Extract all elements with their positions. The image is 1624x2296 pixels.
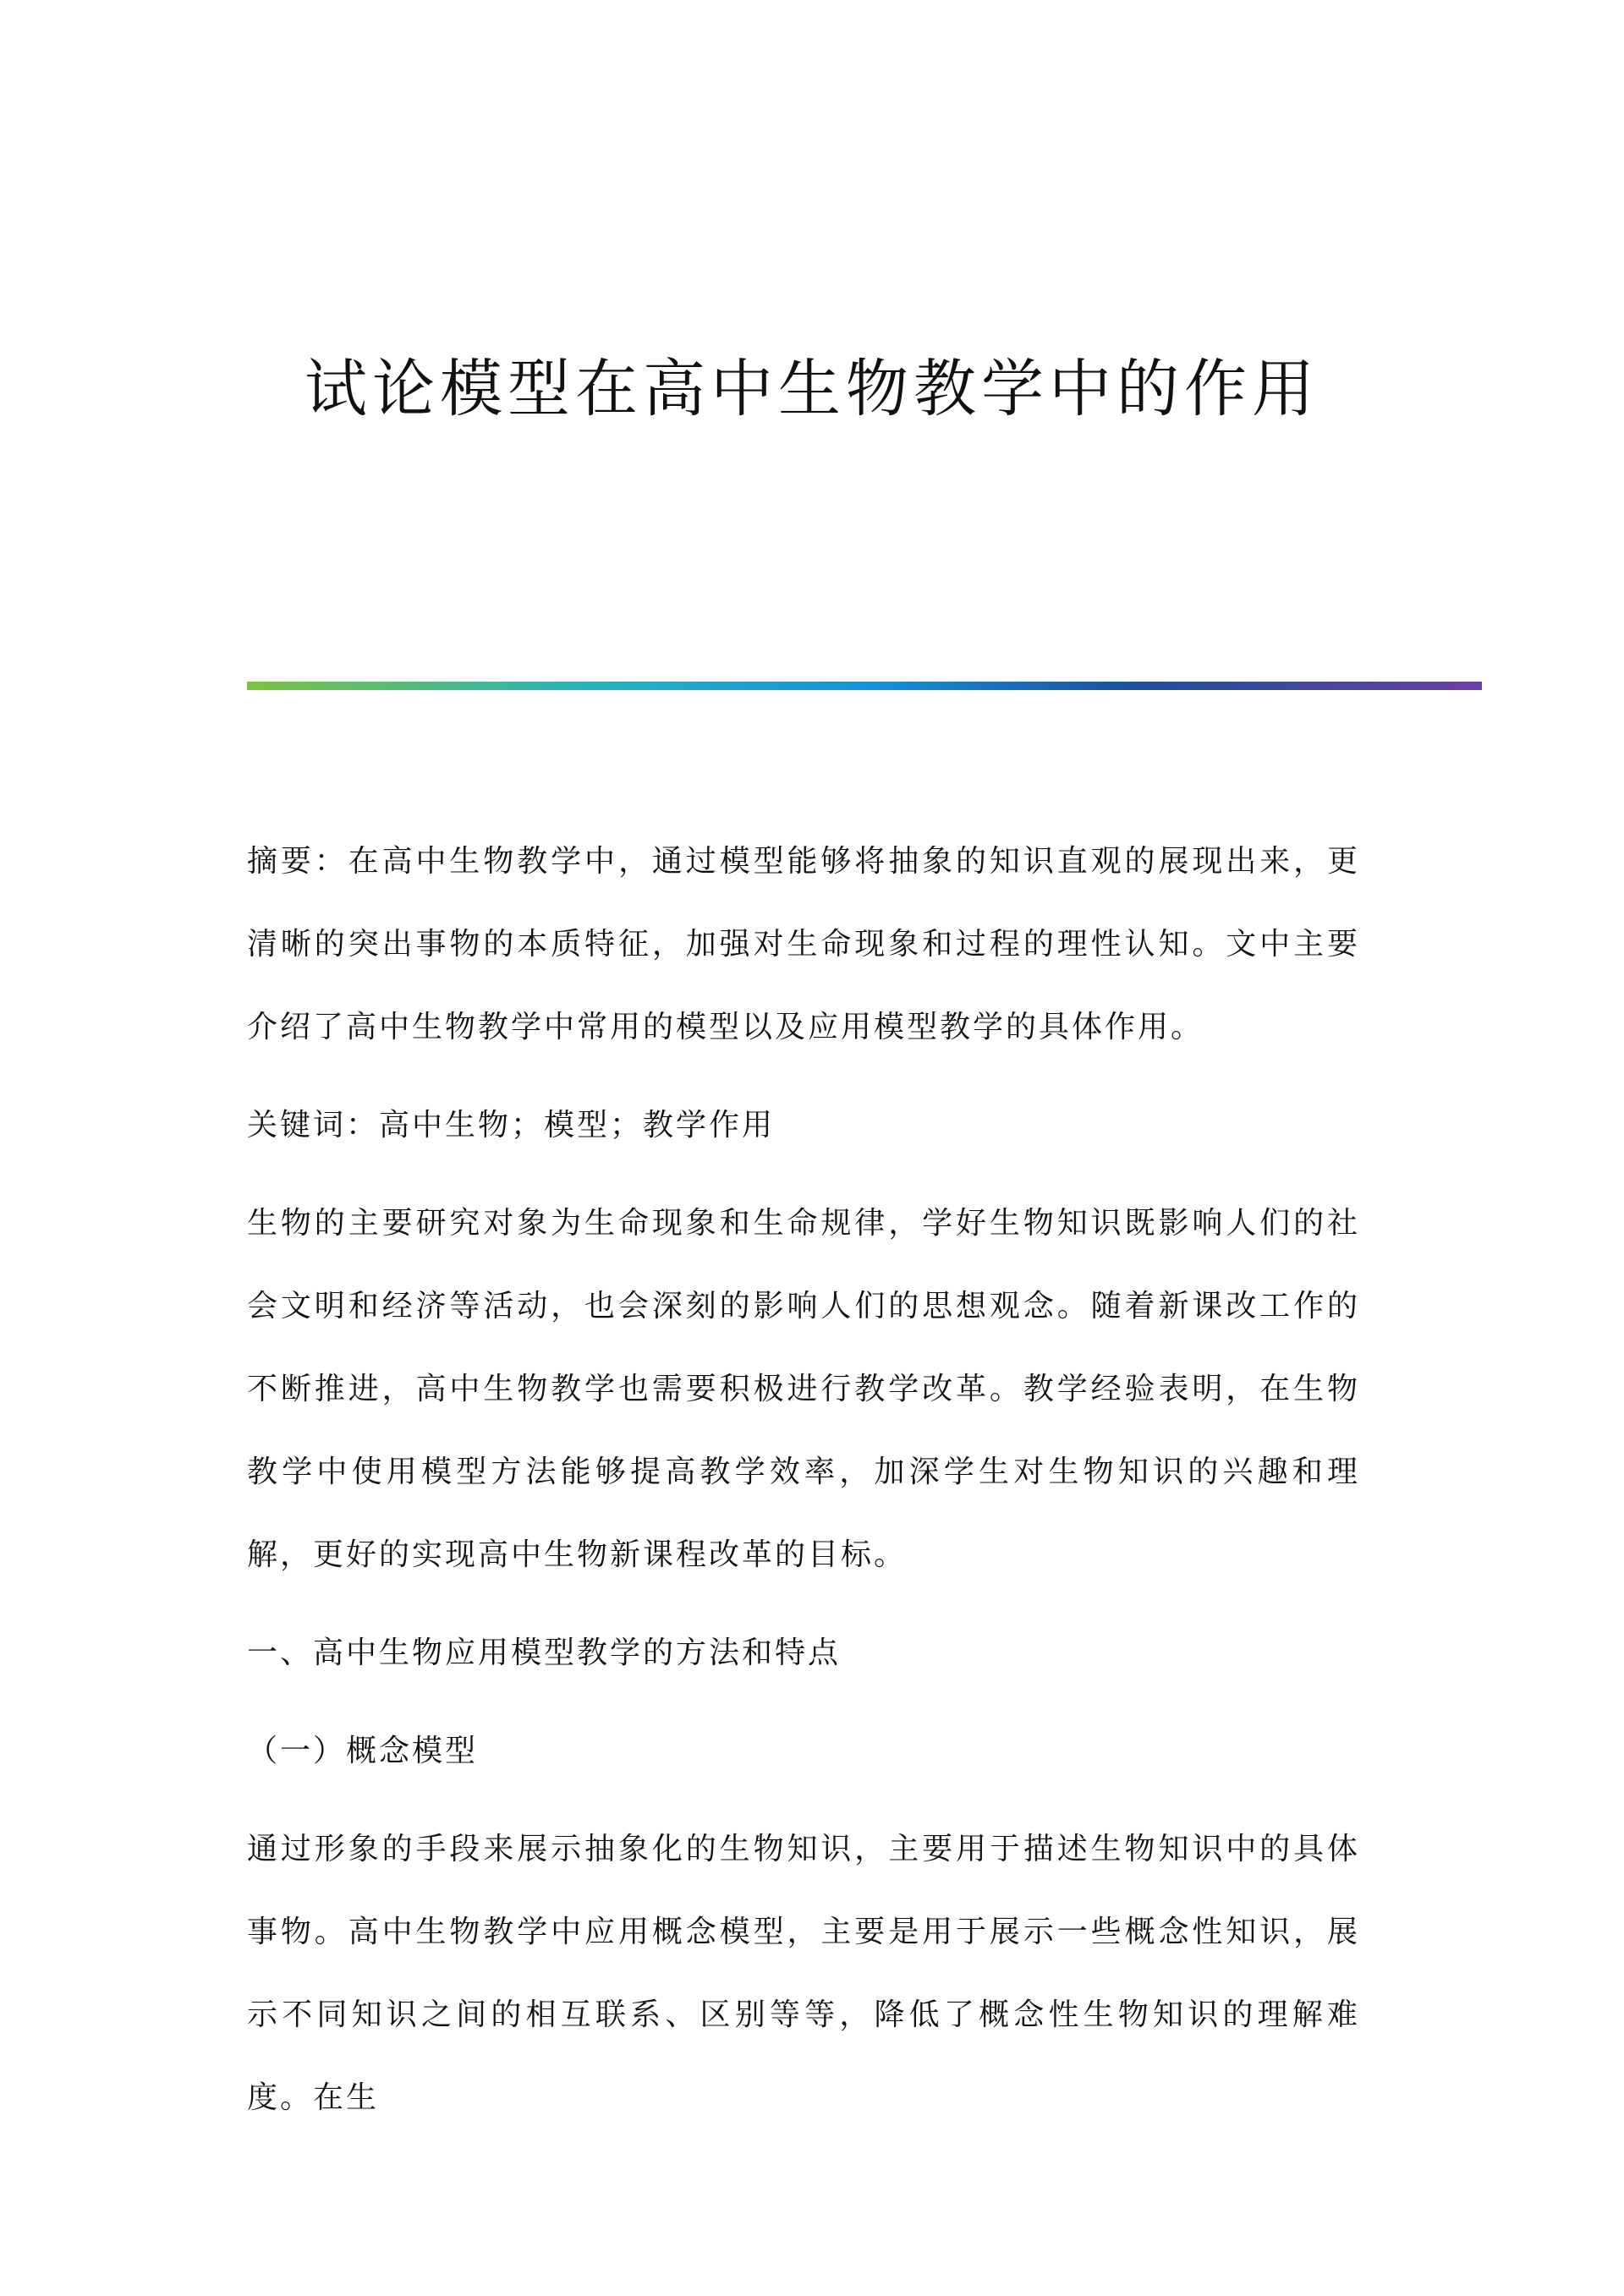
gradient-divider — [247, 682, 1482, 690]
keywords-line: 关键词：高中生物；模型；教学作用 — [247, 1108, 776, 1143]
document-body — [247, 820, 1360, 2155]
subsection-heading: （一）概念模型 — [247, 1734, 479, 1768]
body-paragraph: 通过形象的手段来展示抽象化的生物知识，主要用于描述生物知识中的具体事物。高中生物教学中应用概念模型，主要是用于展示一些概念性知识，展示不同知识之间的相互联系、区别等等，降低了概念性生物知识的理解难度。在生 — [247, 1832, 1360, 2115]
intro-paragraph: 生物的主要研究对象为生命现象和生命规律，学好生物知识既影响人们的社会文明和经济等活动，也会深刻的影响人们的思想观念。随着新课改工作的不断推进，高中生物教学也需要积极进行教学改革。教学经验表明，在生物教学中使用模型方法能够提高教学效率，加深学生对生物知识的兴趣和理解，更好的实现高中生物新课程改革的目标。 — [247, 1206, 1360, 1572]
document-title: 试论模型在高中生物教学中的作用 — [304, 353, 1320, 425]
section-heading: 一、高中生物应用模型教学的方法和特点 — [247, 1636, 842, 1670]
abstract-paragraph: 摘要：在高中生物教学中，通过模型能够将抽象的知识直观的展现出来，更清晰的突出事物的本质特征，加强对生命现象和过程的理性认知。文中主要介绍了高中生物教学中常用的模型以及应用模型教学的具体作用。 — [247, 844, 1360, 1044]
